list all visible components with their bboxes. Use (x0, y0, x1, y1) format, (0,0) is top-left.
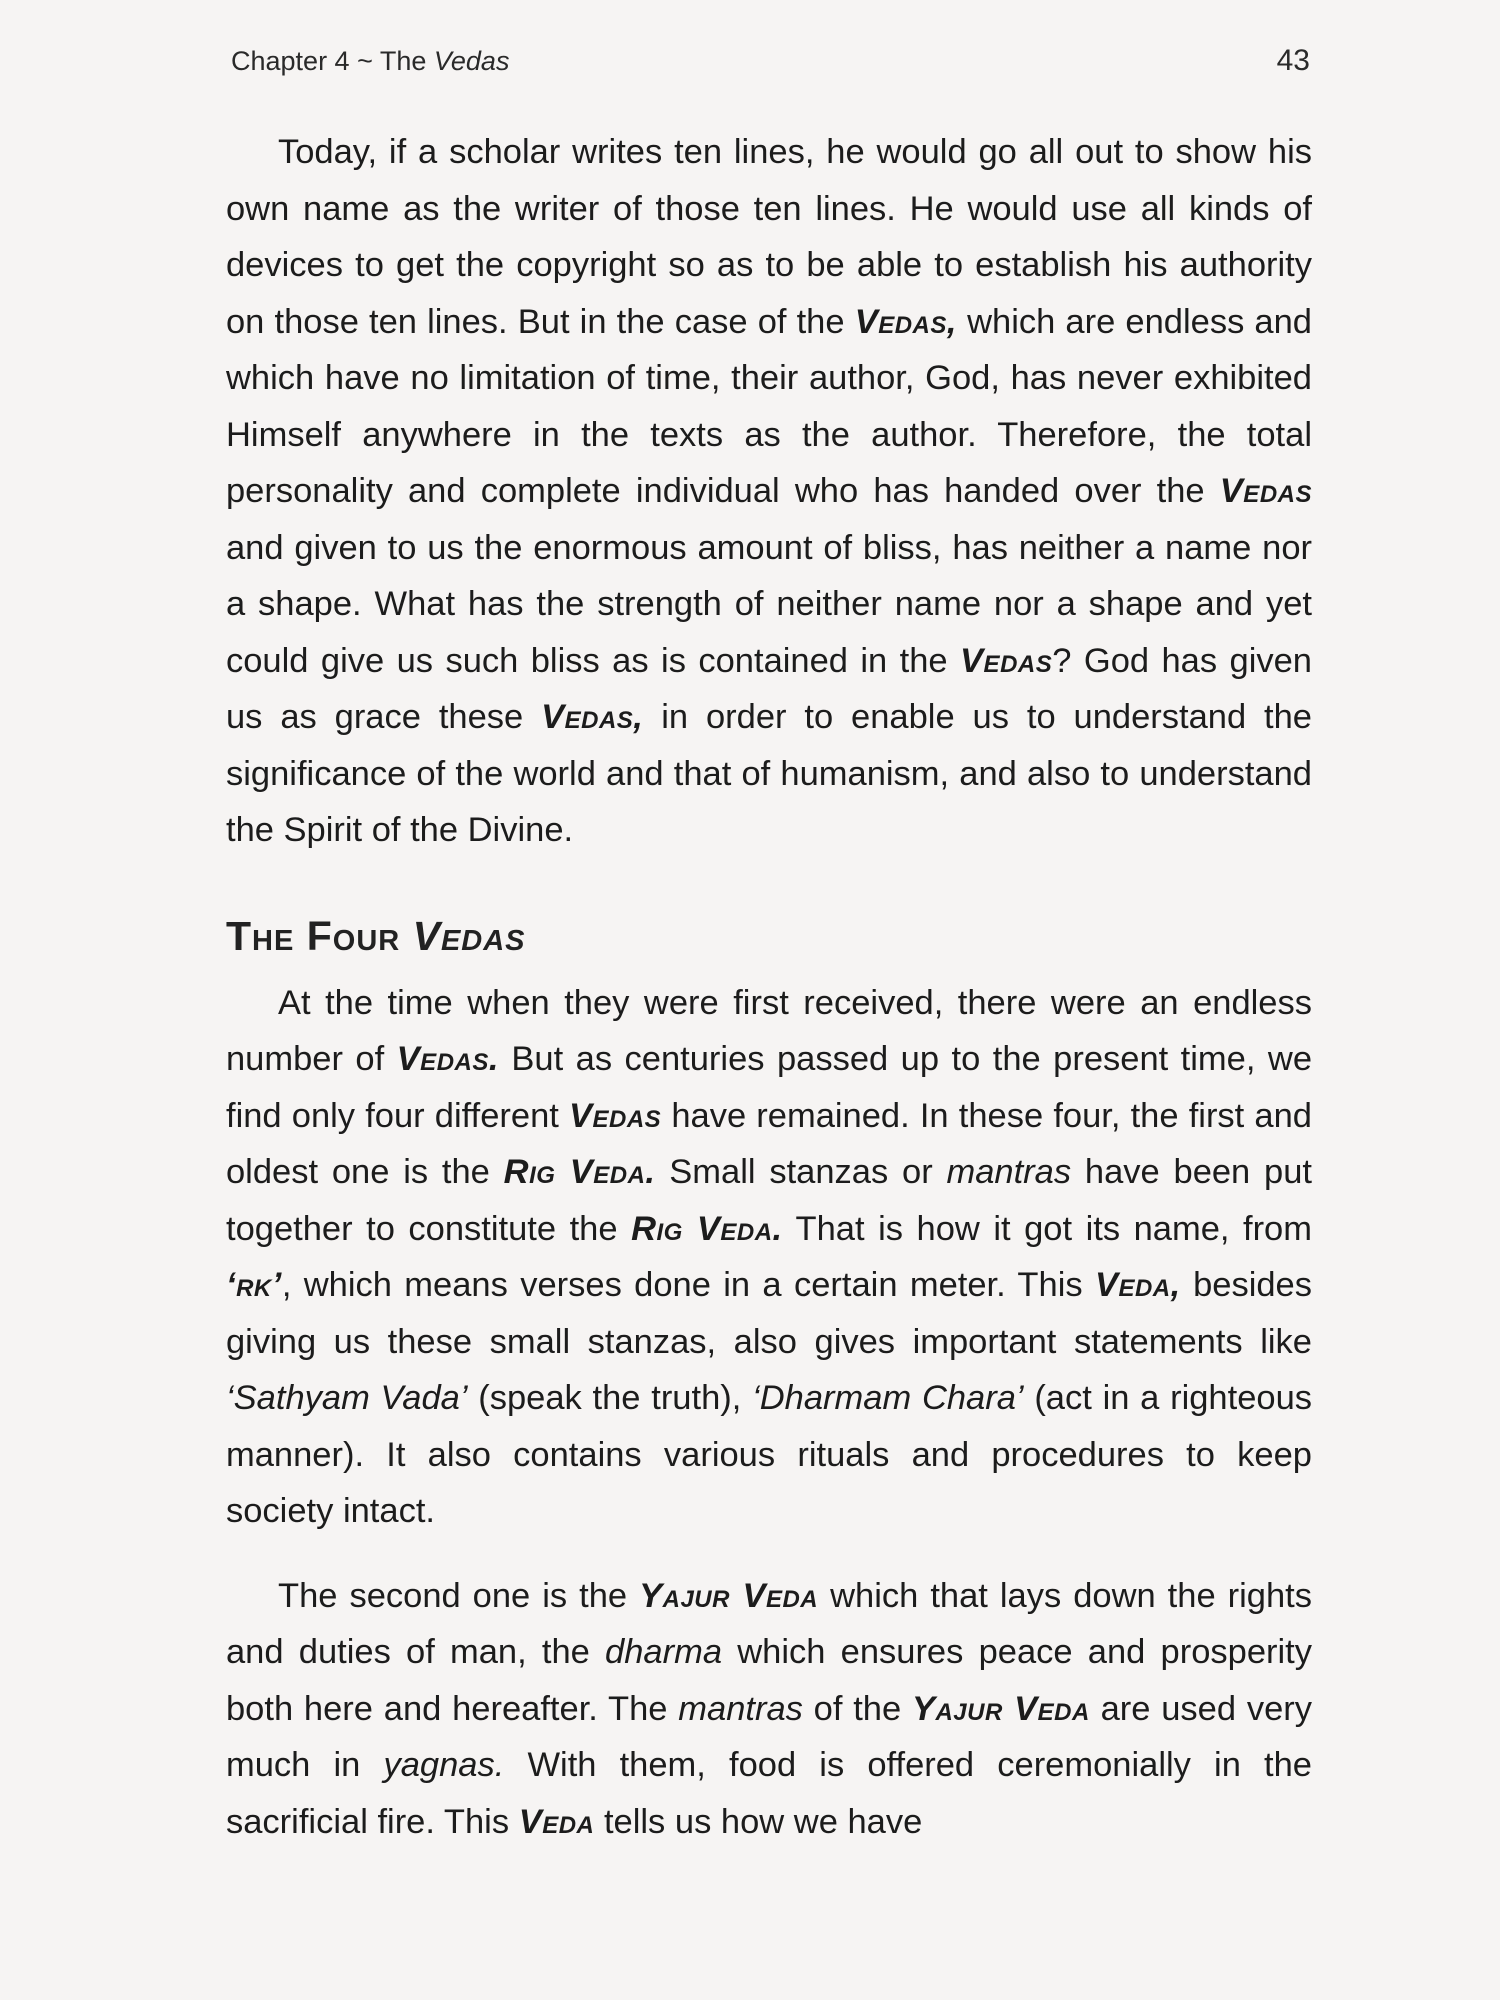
term-veda: Veda, (1094, 1266, 1181, 1304)
term-rk: ‘rk’ (226, 1266, 282, 1304)
term-vedas: Vedas, (541, 698, 644, 736)
term-yagnas: yagnas. (383, 1746, 505, 1784)
running-header (231, 44, 1310, 78)
term-vedas: Vedas (960, 641, 1053, 680)
term-mantras: mantras (946, 1153, 1072, 1191)
term-vedas: Vedas, (854, 302, 957, 341)
term-yajur-veda: Yajur Veda (911, 1689, 1090, 1728)
term-rig-veda: Rig Veda. (503, 1153, 656, 1191)
body-text (226, 124, 1312, 1850)
term-vedas: Vedas. (396, 1040, 499, 1078)
term-vedas: Vedas (1219, 472, 1312, 510)
quote-dharmam-chara: ‘Dharmam Chara’ (752, 1379, 1024, 1417)
paragraph-gap (226, 1540, 1312, 1568)
term-dharma: dharma (605, 1633, 723, 1671)
term-mantras: mantras (678, 1689, 803, 1728)
page-number: 43 (1276, 44, 1310, 77)
term-veda: Veda (518, 1802, 595, 1841)
paragraph-2: At the time when they were first received, there were an endless number of Vedas. But as centuries passed up to the present time, we find only four different Vedas have remained. In these four, the first and oldest one is the Rig Veda. Small stanzas or mantras have been put together to constitute the Rig Veda. That is how it got its name, from ‘rk’, which means verses done in a certain meter. This Veda, besides giving us these small stanzas, also gives important statements like ‘Sathyam Vada’ (speak the truth), ‘Dharmam Chara’ (act in a righteous manner). It also contains various rituals and procedures to keep society intact. (226, 983, 1313, 1530)
chapter-title: Chapter 4 ~ The Vedas (231, 46, 510, 76)
paragraph-3: The second one is the Yajur Veda which that lays down the rights and duties of man, the dharma which ensures peace and prosperity both here and hereafter. The mantras of the Yajur Veda are used very much in yagnas. With them, food is offered ceremonially in the sacrificial fire. This Veda tells us how we have (226, 1576, 1312, 1841)
quote-sathyam-vada: ‘Sathyam Vada’ (226, 1379, 468, 1417)
paragraph-1: Today, if a scholar writes ten lines, he would go all out to show his own name as the writer of those ten lines. He would use all kinds of devices to get the copyright so as to be able to establish his authority on those ten lines. But in the case of the Vedas, which are endless and which have no limitation of time, their author, God, has never exhibited Himself anywhere in the texts as the author. Therefore, the total personality and complete individual who has handed over the Vedas and given to us the enormous amount of bliss, has neither a name nor a shape. What has the strength of neither name nor a shape and yet could give us such bliss as is contained in the Vedas? God has given us as grace these Vedas, in order to enable us to understand the significance of the world and that of humanism, and also to understand the Spirit of the Divine. (226, 133, 1312, 849)
term-yajur-veda: Yajur Veda (639, 1576, 819, 1615)
chapter-title-italic: Vedas (433, 46, 510, 76)
section-heading: The Four Vedas (226, 912, 526, 959)
term-rig-veda: Rig Veda. (631, 1209, 783, 1248)
term-vedas: Vedas (568, 1096, 662, 1135)
